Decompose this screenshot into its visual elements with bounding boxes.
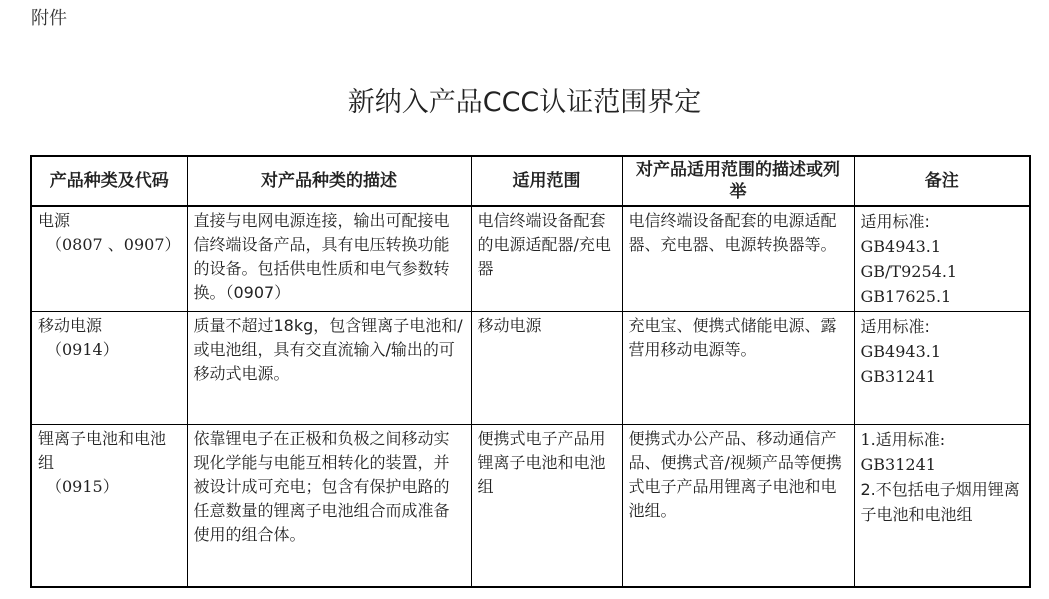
product-name: 锂离子电池和电池组: [38, 429, 167, 472]
cell-scope: 电信终端设备配套的电源适配器/充电器: [471, 206, 622, 312]
cell-scope-description: 充电宝、便携式储能电源、露营用移动电源等。: [622, 312, 854, 425]
page-title: 新纳入产品CCC认证范围界定: [347, 87, 702, 118]
table-row: [31, 425, 1030, 587]
ccc-scope-table: [30, 155, 1031, 588]
header-product-category: 产品种类及代码: [31, 156, 187, 206]
header-scope: 适用范围: [471, 156, 622, 206]
cell-scope: 移动电源: [471, 312, 622, 425]
product-code: （0914）: [46, 340, 119, 359]
header-scope-description: 对产品适用范围的描述或列举: [622, 156, 854, 206]
table-row: [31, 206, 1030, 312]
cell-category-description: 质量不超过18kg，包含锂离子电池和/或电池组，具有交直流输入/输出的可移动式电源。: [187, 312, 471, 425]
note-line: GB31241: [860, 455, 936, 474]
note-line: 适用标准:: [860, 317, 930, 336]
cell-notes: [854, 312, 1030, 425]
cell-scope-description: 电信终端设备配套的电源适配器、充电器、电源转换器等。: [622, 206, 854, 312]
note-line: GB/T9254.1: [860, 262, 958, 281]
attachment-label: 附件: [31, 8, 67, 29]
product-name: 电源: [38, 211, 71, 230]
note-line: GB31241: [860, 367, 936, 386]
cell-product-category: [31, 206, 187, 312]
note-line: GB17625.1: [860, 287, 952, 306]
cell-category-description: 直接与电网电源连接，输出可配接电信终端设备产品，具有电压转换功能的设备。包括供电性质和电气参数转换。（0907）: [187, 206, 471, 312]
product-name: 移动电源: [38, 316, 103, 335]
cell-scope-description: 便携式办公产品、移动通信产品、便携式音/视频产品等便携式电子产品用锂离子电池和电池组。: [622, 425, 854, 587]
cell-notes: [854, 206, 1030, 312]
cell-notes: [854, 425, 1030, 587]
cell-scope: 便携式电子产品用锂离子电池和电池组: [471, 425, 622, 587]
note-line: GB4943.1: [860, 342, 942, 361]
product-code: （0915）: [46, 477, 119, 496]
cell-category-description: 依靠锂电子在正极和负极之间移动实现化学能与电能互相转化的装置，并被设计成可充电；包含有保护电路的任意数量的锂离子电池组合而成准备使用的组合体。: [187, 425, 471, 587]
header-notes: 备注: [854, 156, 1030, 206]
product-code: （0807 、0907）: [46, 235, 181, 254]
table-header-row: [31, 156, 1030, 206]
note-line: 适用标准:: [860, 212, 930, 231]
cell-product-category: [31, 312, 187, 425]
note-line: 1.适用标准:: [860, 430, 946, 449]
header-category-description: 对产品种类的描述: [187, 156, 471, 206]
note-line: GB4943.1: [860, 237, 942, 256]
table-row: [31, 312, 1030, 425]
note-line: 2.不包括电子烟用锂离子电池和电池组: [860, 480, 1020, 524]
cell-product-category: [31, 425, 187, 587]
